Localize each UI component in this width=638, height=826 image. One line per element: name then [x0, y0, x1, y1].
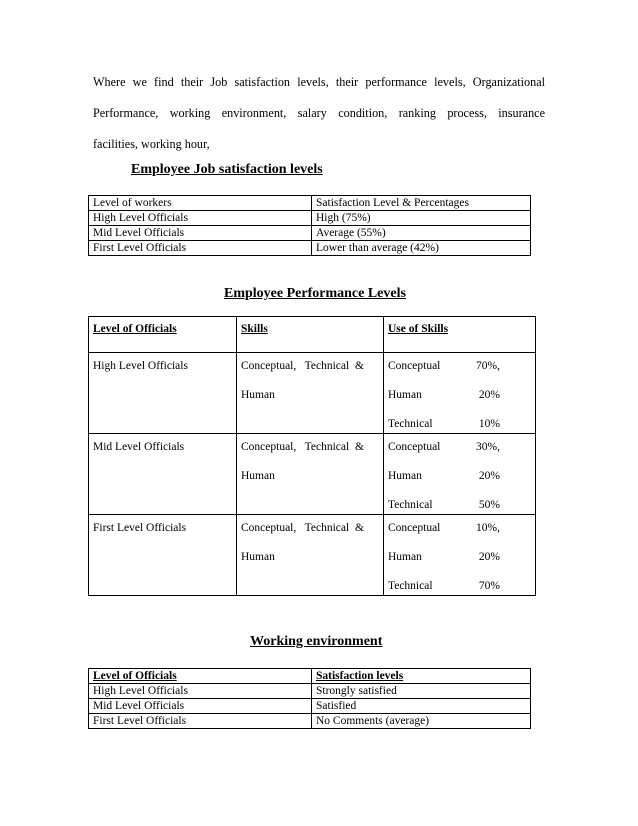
intro-paragraph [93, 67, 545, 160]
working-environment-table [88, 668, 531, 729]
table-row [89, 353, 536, 434]
table-header-row [89, 669, 531, 684]
intro-line-1: Where we find their Job satisfaction levels, their performance levels, Organizational [93, 75, 545, 89]
use-of-skills-cell [384, 434, 536, 515]
table-cell: Average (55%) [312, 226, 531, 241]
table-cell: Satisfied [312, 699, 531, 714]
table-row [89, 434, 536, 515]
header-label: Level of Officials [93, 670, 177, 682]
performance-table [88, 316, 536, 596]
skills-line: Conceptual, Technical & [241, 522, 364, 534]
skill-name: Human [388, 389, 422, 401]
table-cell [312, 669, 531, 684]
table-cell: Level of Officials [89, 317, 237, 353]
table-cell: Mid Level Officials [89, 699, 312, 714]
table-cell: Mid Level Officials [89, 226, 312, 241]
skills-cell [237, 434, 384, 515]
performance-title: Employee Performance Levels [224, 286, 406, 301]
skills-line: Human [241, 551, 275, 563]
working-environment-title: Working environment [250, 634, 383, 649]
skill-percent: 20% [478, 389, 500, 401]
job-satisfaction-title: Employee Job satisfaction levels [131, 162, 323, 177]
table-cell: Level of workers [89, 196, 312, 211]
use-line [388, 440, 500, 469]
skill-name: Human [388, 470, 422, 482]
table-header-row [89, 196, 531, 211]
table-row [89, 241, 531, 256]
use-line [388, 498, 500, 514]
table-row [89, 714, 531, 729]
use-line [388, 579, 500, 595]
skills-line: Conceptual, Technical & [241, 360, 364, 372]
skills-line: Human [241, 470, 275, 482]
skill-percent: 20% [478, 551, 500, 563]
header-label: Satisfaction levels [316, 670, 404, 682]
table-cell: First Level Officials [89, 241, 312, 256]
skill-name: Conceptual [388, 522, 441, 534]
table-row [89, 699, 531, 714]
skill-percent: 10%, [476, 522, 500, 534]
skill-percent: 70%, [476, 360, 500, 372]
skill-percent: 20% [478, 470, 500, 482]
skills-line: Human [241, 389, 275, 401]
use-line [388, 469, 500, 498]
table-row [89, 211, 531, 226]
intro-line-2: Performance, working environment, salary condition, ranking process, insurance [93, 106, 545, 120]
table-header-row [89, 317, 536, 353]
use-of-skills-cell [384, 353, 536, 434]
table-row [89, 684, 531, 699]
use-of-skills-cell [384, 515, 536, 596]
table-cell: No Comments (average) [312, 714, 531, 729]
table-cell: High Level Officials [89, 211, 312, 226]
table-cell [89, 669, 312, 684]
table-cell: First Level Officials [89, 714, 312, 729]
table-cell: High (75%) [312, 211, 531, 226]
skills-line: Conceptual, Technical & [241, 441, 364, 453]
use-line [388, 521, 500, 550]
table-row [89, 515, 536, 596]
skill-name: Technical [388, 499, 433, 511]
skill-percent: 70% [478, 580, 500, 592]
table-cell: Use of Skills [384, 317, 536, 353]
table-row [89, 226, 531, 241]
table-cell: Strongly satisfied [312, 684, 531, 699]
skills-cell [237, 515, 384, 596]
use-line [388, 550, 500, 579]
skill-percent: 10% [478, 418, 500, 430]
job-satisfaction-table [88, 195, 531, 256]
skill-name: Conceptual [388, 441, 441, 453]
skills-cell [237, 353, 384, 434]
skill-name: Human [388, 551, 422, 563]
skill-name: Conceptual [388, 360, 441, 372]
skill-name: Technical [388, 418, 433, 430]
use-line [388, 417, 500, 433]
use-line [388, 359, 500, 388]
skill-name: Technical [388, 580, 433, 592]
table-cell: Satisfaction Level & Percentages [312, 196, 531, 211]
skill-percent: 50% [478, 499, 500, 511]
use-line [388, 388, 500, 417]
table-cell: First Level Officials [89, 515, 237, 596]
intro-line-3: facilities, working hour, [93, 137, 210, 151]
table-cell: High Level Officials [89, 353, 237, 434]
skill-percent: 30%, [476, 441, 500, 453]
table-cell: Mid Level Officials [89, 434, 237, 515]
table-cell: High Level Officials [89, 684, 312, 699]
table-cell: Lower than average (42%) [312, 241, 531, 256]
table-cell: Skills [237, 317, 384, 353]
